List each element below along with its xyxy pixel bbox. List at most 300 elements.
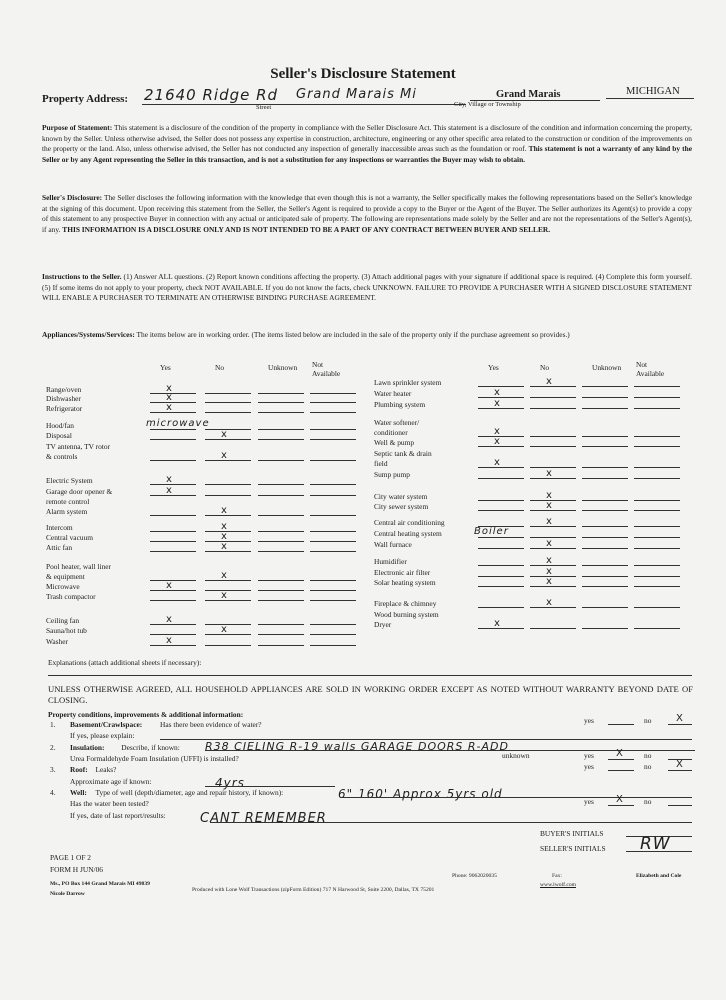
- condition-text: Has the water been tested?: [70, 799, 149, 808]
- right-item-label: Lawn sprinkler system: [374, 378, 442, 387]
- right-answer-line: [582, 628, 628, 629]
- explanations-label: Explanations (attach additional sheets if necessary):: [48, 658, 202, 667]
- condition-text: If yes, please explain:: [70, 731, 135, 740]
- page-number: PAGE 1 OF 2: [50, 853, 92, 862]
- left-answer-line: [310, 515, 356, 516]
- right-answer-line: [634, 500, 680, 501]
- right-answer-line: [582, 436, 628, 437]
- left-col-header-1: No: [215, 363, 225, 372]
- right-answer-line: [530, 386, 576, 387]
- left-answer-line: [205, 600, 251, 601]
- left-answer-line: [310, 541, 356, 542]
- left-col-header-3: Not Available: [312, 360, 341, 378]
- right-item-label: field: [374, 459, 388, 468]
- instructions-paragraph: [42, 272, 692, 304]
- left-answer-line: [205, 624, 251, 625]
- left-answer-line: [205, 460, 251, 461]
- right-answer-line: [530, 500, 576, 501]
- left-answer-line: [310, 531, 356, 532]
- right-col-header-1: No: [540, 363, 550, 372]
- condition-no-line: [668, 770, 692, 771]
- left-check-mark: x: [166, 392, 172, 403]
- left-answer-line: [310, 402, 356, 403]
- condition-number: 4.: [50, 788, 56, 797]
- left-check-mark: x: [221, 505, 227, 516]
- right-answer-line: [634, 510, 680, 511]
- right-check-mark: x: [494, 426, 500, 437]
- right-answer-line: [582, 500, 628, 501]
- footer-fax: Fax:: [552, 873, 562, 879]
- right-answer-line: [530, 537, 576, 538]
- left-answer-line: [205, 439, 251, 440]
- left-answer-line: [205, 402, 251, 403]
- right-answer-line: [530, 446, 576, 447]
- left-answer-line: [310, 495, 356, 496]
- right-answer-line: [634, 436, 680, 437]
- left-answer-line: [258, 645, 304, 646]
- right-check-mark: x: [546, 576, 552, 587]
- left-check-mark: x: [221, 521, 227, 532]
- condition-no-line: [668, 724, 692, 725]
- right-answer-line: [478, 576, 524, 577]
- right-col-header-0: Yes: [488, 363, 499, 372]
- right-check-mark: x: [546, 597, 552, 608]
- left-check-mark: x: [221, 624, 227, 635]
- condition-text: Describe, if known:: [121, 743, 180, 752]
- left-answer-line: [205, 412, 251, 413]
- right-answer-line: [582, 537, 628, 538]
- right-item-label: Well & pump: [374, 438, 415, 447]
- condition-title: Well:: [70, 788, 87, 797]
- left-item-label: & controls: [46, 452, 78, 461]
- sellers-disclosure-text: The Seller discloses the following information with the knowledge that even though this is not a warranty, the Seller specifically makes the following representations based on the Seller's knowledge at the signing of this document. Upon receiving this statement from the Seller, the Seller's Agent is required to provide a copy to the Buyer or the Agent of the Buyer. The Seller authorizes its Agent(s) to provide a copy of this statement to any prospective Buyer in connection with any actual or anticipated sale of property. The following are representations made solely by the Seller and are not the representations of the Seller's Agent(s), if any.: [42, 193, 692, 234]
- left-answer-line: [310, 600, 356, 601]
- left-check-mark: x: [221, 590, 227, 601]
- condition-yes-label: yes: [584, 716, 594, 725]
- left-item-label: Attic fan: [46, 543, 73, 552]
- right-answer-line: [582, 408, 628, 409]
- city-name: Grand Marais: [496, 89, 561, 100]
- right-item-label: Fireplace & chimney: [374, 599, 437, 608]
- condition-yes-line: [608, 805, 634, 806]
- left-answer-line: [150, 531, 196, 532]
- sellers-disclosure-paragraph: [42, 193, 692, 235]
- left-answer-line: [150, 393, 196, 394]
- condition-answer-line: [160, 739, 692, 740]
- left-answer-line: [310, 439, 356, 440]
- right-item-label: City sewer system: [374, 502, 429, 511]
- condition-check-mark: X: [676, 713, 683, 724]
- right-item-label: conditioner: [374, 428, 408, 437]
- left-answer-line: [150, 590, 196, 591]
- left-answer-line: [205, 590, 251, 591]
- left-answer-line: [150, 551, 196, 552]
- right-answer-line: [582, 467, 628, 468]
- right-answer-line: [634, 467, 680, 468]
- right-answer-line: [478, 537, 524, 538]
- condition-text: Type of well (depth/diameter, age and repair history, if known):: [95, 788, 284, 797]
- right-item-label: Humidifier: [374, 557, 407, 566]
- condition-text: Approximate age if known:: [70, 777, 152, 786]
- purpose-bold: This statement is not a warranty of any kind by the Seller or by any Agent representing the Seller in this transaction, and is not a substitution for any inspections or warranties the Buyer may wish to obtain.: [42, 144, 692, 164]
- left-answer-line: [310, 484, 356, 485]
- left-answer-line: [150, 600, 196, 601]
- right-check-mark: x: [546, 500, 552, 511]
- right-answer-line: [478, 397, 524, 398]
- right-check-mark: x: [546, 376, 552, 387]
- right-item-label: Dryer: [374, 620, 392, 629]
- right-answer-line: [530, 548, 576, 549]
- left-item-label: Garage door opener &: [46, 487, 113, 496]
- left-item-label: Sauna/hot tub: [46, 626, 87, 635]
- left-item-label: Trash compactor: [46, 592, 96, 601]
- right-answer-line: [478, 436, 524, 437]
- condition-answer-line: [340, 797, 692, 798]
- right-answer-line: [582, 565, 628, 566]
- right-answer-line: [582, 607, 628, 608]
- footer-client: Elizabeth and Cole: [636, 873, 682, 879]
- sellers-disclosure-label: Seller's Disclosure:: [42, 193, 103, 202]
- right-answer-line: [530, 467, 576, 468]
- left-item-label: Dishwasher: [46, 394, 81, 403]
- left-answer-line: [310, 590, 356, 591]
- right-answer-line: [530, 510, 576, 511]
- right-answer-line: [478, 510, 524, 511]
- condition-check-mark: X: [676, 759, 683, 770]
- condition-yes-line: [608, 759, 634, 760]
- right-answer-line: [478, 478, 524, 479]
- right-answer-line: [478, 607, 524, 608]
- appliances-paragraph: [42, 330, 692, 341]
- condition-no-label: no: [644, 716, 652, 725]
- left-answer-line: [310, 429, 356, 430]
- street-caption: Street: [256, 104, 272, 111]
- right-answer-line: [530, 408, 576, 409]
- right-answer-line: [634, 576, 680, 577]
- state-underline: [606, 98, 694, 99]
- right-answer-line: [582, 576, 628, 577]
- property-city-handwritten: Grand Marais Mi: [296, 87, 417, 102]
- left-answer-line: [150, 634, 196, 635]
- right-answer-line: [634, 607, 680, 608]
- right-item-label: Septic tank & drain: [374, 449, 432, 458]
- left-answer-line: [205, 634, 251, 635]
- right-answer-line: [634, 586, 680, 587]
- address-underline: [142, 104, 466, 105]
- left-answer-line: [150, 412, 196, 413]
- right-answer-line: [478, 386, 524, 387]
- right-item-label: Sump pump: [374, 470, 410, 479]
- right-answer-line: [634, 397, 680, 398]
- condition-text: Urea Formaldehyde Foam Insulation (UFFI) is installed?: [70, 754, 239, 763]
- right-answer-line: [634, 548, 680, 549]
- left-answer-line: [205, 541, 251, 542]
- left-answer-line: [258, 460, 304, 461]
- left-answer-line: [258, 495, 304, 496]
- city-caption: City, Village or Township: [454, 101, 521, 108]
- condition-no-label: no: [644, 797, 652, 806]
- right-answer-line: [582, 478, 628, 479]
- right-answer-line: [478, 467, 524, 468]
- results-answer-handwritten: CANT REMEMBER: [200, 811, 327, 826]
- right-check-mark: x: [546, 516, 552, 527]
- condition-text: Has there been evidence of water?: [160, 720, 262, 729]
- left-answer-line: [150, 460, 196, 461]
- left-answer-line: [258, 402, 304, 403]
- left-answer-line: [258, 551, 304, 552]
- purpose-paragraph: [42, 123, 692, 165]
- right-answer-line: [634, 526, 680, 527]
- left-check-mark: x: [166, 635, 172, 646]
- right-answer-line: [478, 500, 524, 501]
- left-check-mark: x: [166, 580, 172, 591]
- left-item-label: Washer: [46, 637, 68, 646]
- right-answer-line: [582, 526, 628, 527]
- left-answer-line: [258, 429, 304, 430]
- left-handwritten-answer: microwave: [146, 418, 210, 429]
- left-answer-line: [258, 531, 304, 532]
- unless-paragraph: UNLESS OTHERWISE AGREED, ALL HOUSEHOLD APPLIANCES ARE SOLD IN WORKING ORDER EXCEPT AS NOTED WITHOUT WARRANTY BEYOND DATE OF CLOSING.: [48, 684, 693, 705]
- right-answer-line: [582, 397, 628, 398]
- right-answer-line: [478, 565, 524, 566]
- right-item-label: City water system: [374, 492, 428, 501]
- left-item-label: Alarm system: [46, 507, 88, 516]
- left-answer-line: [205, 393, 251, 394]
- condition-yes-label: yes: [584, 751, 594, 760]
- left-answer-line: [258, 541, 304, 542]
- left-answer-line: [258, 393, 304, 394]
- left-answer-line: [310, 412, 356, 413]
- condition-no-label: no: [644, 751, 652, 760]
- left-check-mark: x: [221, 450, 227, 461]
- left-answer-line: [310, 624, 356, 625]
- footer-address: Ms., PO Box 144 Grand Marais MI 49839: [50, 881, 150, 887]
- left-item-label: Pool heater, wall liner: [46, 562, 111, 571]
- right-answer-line: [478, 628, 524, 629]
- footer-name: Nicole Darrow: [50, 891, 85, 897]
- right-check-mark: x: [546, 468, 552, 479]
- left-answer-line: [150, 645, 196, 646]
- sellers-initials-handwritten: RW: [640, 834, 671, 854]
- left-answer-line: [205, 429, 251, 430]
- right-item-label: Plumbing system: [374, 400, 426, 409]
- left-answer-line: [205, 551, 251, 552]
- condition-no-label: no: [644, 762, 652, 771]
- left-check-mark: x: [166, 474, 172, 485]
- left-item-label: TV antenna, TV rotor: [46, 442, 111, 451]
- right-answer-line: [634, 446, 680, 447]
- right-check-mark: x: [494, 436, 500, 447]
- left-check-mark: x: [166, 614, 172, 625]
- buyers-initials-label: BUYER'S INITIALS: [540, 829, 604, 838]
- property-street-handwritten: 21640 Ridge Rd: [144, 86, 279, 104]
- condition-yes-line: [608, 770, 634, 771]
- form-number: FORM H JUN/06: [50, 865, 103, 874]
- condition-title: Roof:: [70, 765, 88, 774]
- roof-age-handwritten: 4yrs: [215, 776, 245, 790]
- left-answer-line: [258, 515, 304, 516]
- left-item-label: Intercom: [46, 523, 73, 532]
- right-item-label: Central air conditioning: [374, 518, 445, 527]
- left-answer-line: [310, 551, 356, 552]
- left-item-label: & equipment: [46, 572, 85, 581]
- left-item-label: Refrigerator: [46, 404, 83, 413]
- right-check-mark: x: [546, 490, 552, 501]
- right-answer-line: [582, 446, 628, 447]
- condition-number: 3.: [50, 765, 56, 774]
- left-answer-line: [258, 484, 304, 485]
- right-answer-line: [582, 548, 628, 549]
- left-check-mark: x: [166, 485, 172, 496]
- right-answer-line: [582, 386, 628, 387]
- left-answer-line: [150, 484, 196, 485]
- footer-phone: Phone: 9062020035: [452, 873, 497, 879]
- condition-yes-line: [608, 724, 634, 725]
- right-answer-line: [530, 436, 576, 437]
- right-item-label: Water heater: [374, 389, 412, 398]
- condition-number: 1.: [50, 720, 56, 729]
- right-answer-line: [478, 408, 524, 409]
- right-check-mark: x: [494, 387, 500, 398]
- left-answer-line: [258, 600, 304, 601]
- left-check-mark: x: [166, 383, 172, 394]
- left-answer-line: [150, 429, 196, 430]
- instructions-text: (1) Answer ALL questions. (2) Report known conditions affecting the property. (3) Attach additional pages with your signature if additional space is required. (4) Complete this form yourself. (5) If some items do not apply to your property, check NOT AVAILABLE. If you do not know the facts, check UNKNOWN. FAILURE TO PROVIDE A PURCHASER WITH A SIGNED DISCLOSURE STATEMENT WILL ENABLE A PURCHASER TO TERMINATE AN OTHERWISE BINDING PURCHASE AGREEMENT.: [42, 272, 693, 303]
- condition-check-mark: X: [616, 748, 623, 759]
- left-check-mark: x: [221, 570, 227, 581]
- left-answer-line: [258, 590, 304, 591]
- right-answer-line: [530, 397, 576, 398]
- right-check-mark: x: [546, 555, 552, 566]
- left-item-label: Disposal: [46, 431, 72, 440]
- left-answer-line: [150, 495, 196, 496]
- purpose-text: This statement is a disclosure of the condition of the property in compliance with the Seller Disclosure Act. This statement is a disclosure of the condition and information concerning the property, known by the Seller. Unless otherwise advised, the Seller does not possess any expertise in construction, architecture, engineering or any other specific area related to the construction or condition of the improvements on the property or the land. Also, unless otherwise advised, the Seller has not conducted any inspection of generally inaccessible areas such as the foundation or roof.: [42, 123, 693, 154]
- insulation-answer-handwritten: R38 CIELING R-19 walls GARAGE DOORS R-ADD: [205, 740, 509, 753]
- left-answer-line: [258, 580, 304, 581]
- right-answer-line: [634, 386, 680, 387]
- left-check-mark: x: [221, 541, 227, 552]
- right-col-header-2: Unknown: [592, 363, 622, 372]
- right-answer-line: [530, 607, 576, 608]
- condition-unknown-label: unknown: [502, 751, 530, 760]
- right-answer-line: [478, 586, 524, 587]
- condition-text: If yes, date of last report/results:: [70, 811, 166, 820]
- left-item-label: Electric System: [46, 476, 93, 485]
- right-item-label: Water softener/: [374, 418, 420, 427]
- condition-title: Basement/Crawlspace:: [70, 720, 143, 729]
- right-item-label: Wall furnace: [374, 540, 412, 549]
- appliances-text: The items below are in working order. (The items listed below are included in the sale of the property only if the purchase agreement so provides.): [136, 330, 570, 339]
- left-check-mark: x: [221, 531, 227, 542]
- right-answer-line: [530, 576, 576, 577]
- left-check-mark: x: [166, 402, 172, 413]
- appliances-label: Appliances/Systems/Services:: [42, 330, 135, 339]
- left-answer-line: [258, 412, 304, 413]
- left-answer-line: [205, 645, 251, 646]
- well-answer-handwritten: 6" 160' Approx 5yrs old: [338, 787, 503, 801]
- left-answer-line: [150, 515, 196, 516]
- conditions-label: Property conditions, improvements & additional information:: [48, 710, 244, 719]
- left-answer-line: [205, 515, 251, 516]
- right-check-mark: x: [494, 398, 500, 409]
- left-item-label: Microwave: [46, 582, 80, 591]
- right-answer-line: [478, 548, 524, 549]
- right-check-mark: x: [494, 618, 500, 629]
- explanations-line: [48, 675, 692, 676]
- left-answer-line: [310, 393, 356, 394]
- left-answer-line: [150, 402, 196, 403]
- right-check-mark: x: [494, 457, 500, 468]
- right-handwritten-answer: Boiler: [474, 526, 509, 537]
- left-answer-line: [310, 634, 356, 635]
- state-name: MICHIGAN: [626, 86, 680, 97]
- left-answer-line: [150, 580, 196, 581]
- right-answer-line: [634, 537, 680, 538]
- left-item-label: Range/oven: [46, 385, 82, 394]
- left-col-header-0: Yes: [160, 363, 171, 372]
- left-answer-line: [205, 531, 251, 532]
- right-answer-line: [530, 628, 576, 629]
- right-answer-line: [634, 565, 680, 566]
- right-answer-line: [634, 628, 680, 629]
- left-answer-line: [310, 645, 356, 646]
- right-answer-line: [530, 565, 576, 566]
- left-answer-line: [150, 541, 196, 542]
- left-answer-line: [205, 484, 251, 485]
- sellers-initials-label: SELLER'S INITIALS: [540, 844, 606, 853]
- right-item-label: Solar heating system: [374, 578, 436, 587]
- condition-title: Insulation:: [70, 743, 105, 752]
- right-answer-line: [530, 526, 576, 527]
- left-answer-line: [258, 634, 304, 635]
- left-answer-line: [310, 460, 356, 461]
- right-answer-line: [582, 586, 628, 587]
- sellers-disclosure-bold: THIS INFORMATION IS A DISCLOSURE ONLY AND IS NOT INTENDED TO BE A PART OF ANY CONTRACT BETWEEN BUYER AND SELLER.: [62, 224, 551, 234]
- left-col-header-2: Unknown: [268, 363, 298, 372]
- right-item-label: Electronic air filter: [374, 568, 431, 577]
- right-answer-line: [530, 478, 576, 479]
- condition-answer-line: [210, 822, 692, 823]
- left-item-label: remote control: [46, 497, 90, 506]
- left-answer-line: [150, 624, 196, 625]
- instructions-label: Instructions to the Seller.: [42, 272, 122, 281]
- footer-produced: Produced with Lone Wolf Transactions (zipForm Edition) 717 N Harwood St, Suite 2200, Dallas, TX 75201: [192, 887, 435, 893]
- left-answer-line: [205, 580, 251, 581]
- right-answer-line: [582, 510, 628, 511]
- right-check-mark: x: [546, 538, 552, 549]
- left-answer-line: [258, 624, 304, 625]
- condition-yes-label: yes: [584, 762, 594, 771]
- left-answer-line: [205, 495, 251, 496]
- condition-text: Leaks?: [95, 765, 117, 774]
- right-answer-line: [634, 408, 680, 409]
- left-item-label: Ceiling fan: [46, 616, 80, 625]
- left-item-label: Hood/fan: [46, 421, 74, 430]
- left-answer-line: [150, 439, 196, 440]
- left-answer-line: [258, 439, 304, 440]
- condition-no-line: [668, 805, 692, 806]
- condition-yes-label: yes: [584, 797, 594, 806]
- condition-check-mark: X: [616, 794, 623, 805]
- right-item-label: Central heating system: [374, 529, 442, 538]
- footer-web: www.lwolf.com: [540, 882, 576, 888]
- left-check-mark: x: [221, 429, 227, 440]
- purpose-label: Purpose of Statement:: [42, 123, 113, 132]
- right-col-header-3: Not Available: [636, 360, 665, 378]
- condition-answer-line: [205, 786, 335, 787]
- condition-number: 2.: [50, 743, 56, 752]
- property-address-label: Property Address:: [42, 93, 129, 105]
